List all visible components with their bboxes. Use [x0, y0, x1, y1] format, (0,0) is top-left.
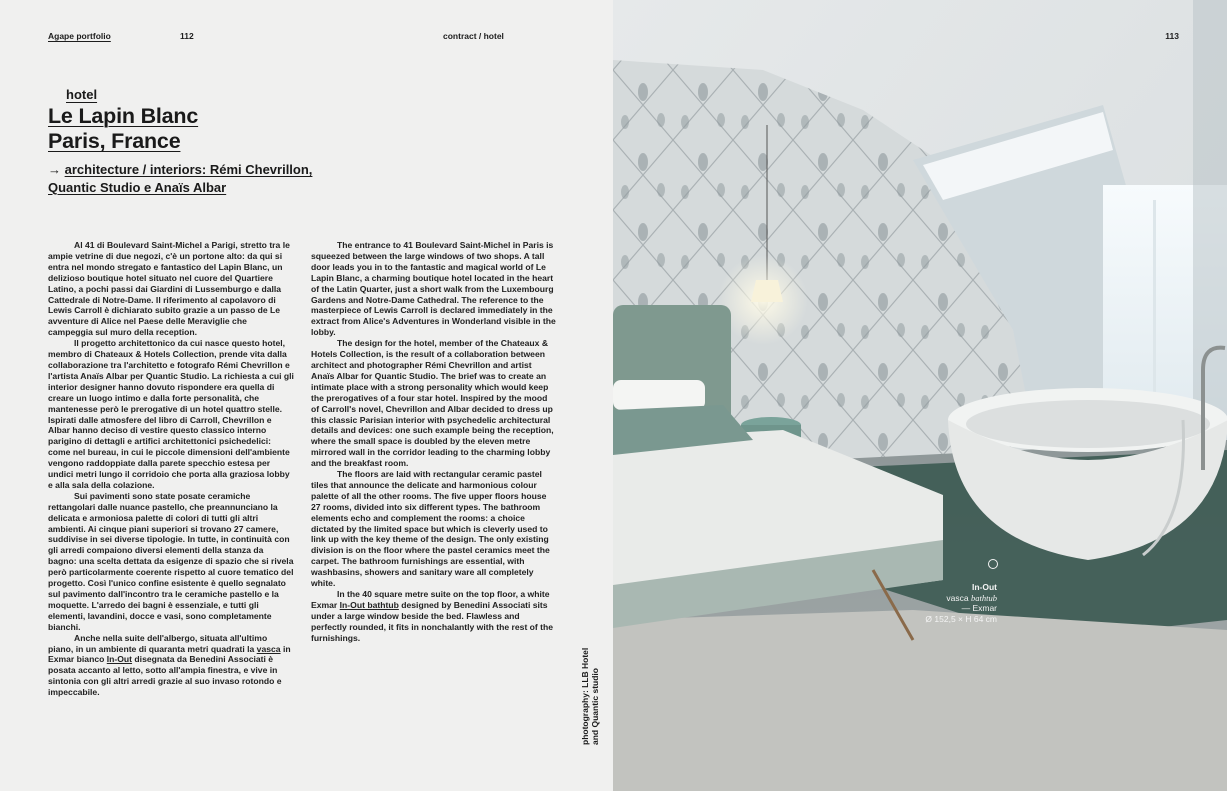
product-type-en: bathtub	[971, 592, 997, 603]
product-type-it: vasca	[946, 592, 969, 603]
running-header-category: contract / hotel	[443, 31, 504, 41]
link-in-out-bathtub[interactable]: In-Out bathtub	[339, 599, 399, 610]
right-page	[613, 0, 1227, 791]
link-in-out[interactable]: In-Out	[106, 654, 133, 665]
it-p4-text-b: in Exmar bianco	[48, 643, 291, 665]
left-page	[0, 0, 613, 791]
article-kicker: hotel	[66, 87, 98, 102]
running-header-brand: Agape portfolio	[48, 31, 111, 41]
en-paragraph-2: The design for the hotel, member of the Chateaux & Hotels Collection, is the result of a collaboration between architect and photographer Rémi Chevrillon and artist Anaïs Albar for Quantic Studio. The brief was to create an intimate place with a strong personality which would keep the prerogatives of a four star hotel. Inspired by the mood of Carroll's novel, Chevrillon and Albar decided to dress up this classic Parisian interior with psychedelic architectural details and devices: one such example being the reception, where the small space is doubled by the eleven metre mirrored wall in the corridor leading to the charming lobby and the breakfast room.	[311, 338, 554, 469]
page-number-right: 113	[1165, 31, 1179, 41]
photo-credit-line-1: photography: LLB Hotel	[580, 647, 590, 745]
arrow-icon: →	[48, 162, 61, 177]
italian-column	[48, 240, 294, 698]
product-dimensions: Ø 152,5 × H 64 cm	[925, 613, 997, 624]
product-caption	[913, 560, 997, 624]
en-p4-text-b: designed by Benedini Associati sits under a large window beside the bed. Flawless and perfectly rounded, it fits in nonchalantly with the rest of the furnishings.	[311, 599, 554, 643]
it-paragraph-1: Al 41 di Boulevard Saint-Michel a Parigi, stretto tra le ampie vetrine di due negozi, c'è un portone alto: da qui si entra nel mondo stregato e fantastico del Lapin Blanc, un delizioso boutique hotel situato nel cuore del Quartiere Latino, a pochi passi dai Giardini di Lussemburgo e dalla Cattedrale di Notre-Dame. Il riferimento al capolavoro di Lewis Carroll è dichiarato subito grazie a un passo de Le avventure di Alice nel Paese delle Meraviglie che campeggia sul muro della reception.	[48, 240, 290, 338]
en-paragraph-3: The floors are laid with rectangular ceramic pastel tiles that announce the delicate and harmonious colour palette of all the other rooms. The five upper floors house 27 rooms, divided into six different types. The bathroom elements echo and complement the rooms: a choice dictated by the limited space but which is cleverly used to link up with the key theme of the design. The only existing division is on the floor where the pastel ceramics meet the carpet. The bathroom furnishings are essential, with washbasins, showers and sanitary ware all completely white.	[311, 469, 550, 589]
it-paragraph-2: Il progetto architettonico da cui nasce questo hotel, membro di Chateaux & Hotels Collection, prende vita dalla collaborazione tra l'architetto e fotografo Rémi Chevrillon e l'artista Anaïs Albar per Quantic Studio. La richiesta a cui gli interior designer hanno dovuto rispondere era quella di creare un luogo intimo e dalla forte personalità, che mantenesse però le prerogative di un hotel quattro stelle. Ispirati dalle atmosfere del libro di Carroll, Chevrillon e Albar hanno deciso di vestire questo classico interno parigino di dettagli e artifici architettonici psichedelici: come nel bureau, in cui le piccole dimensioni dell'ambiente vengono raddoppiate dalla parete specchio estesa per undici metri lungo il corridoio che porta alla graziosa lobby e alla sala della colazione.	[48, 338, 294, 490]
link-vasca[interactable]: vasca	[256, 643, 281, 654]
photo-credit-line-2: and Quantic studio	[590, 668, 600, 745]
en-p4-text-a: In the 40 square metre suite on the top floor, a white Exmar	[311, 589, 550, 610]
it-paragraph-3: Sui pavimenti sono state posate ceramiche rettangolari dalle nuance pastello, che preannunciano la delicata e armoniosa palette di colori di tutti gli altri ambienti. Ai cinque piani superiori si trovano 27 camere, suddivise in sei diverse tipologie. In tutte, in continuità con gli arredi compaiono diversi elementi della stanza da bagno: una scelta dettata da esigenze di spazio che si rivela però particolarmente coerente rispetto al cuore tematico del progetto. Così l'unico confine esistente è quello segnalato sul pavimento dall'incontro tra le ceramiche pastello e la moquette. L'arredo dei bagni è essenziale, e tutti gli elementi, lavandini, docce e vasi, sono completamente bianchi.	[48, 490, 294, 632]
product-name: In-Out	[971, 582, 997, 592]
article-credits	[48, 161, 328, 196]
hotel-room-photo	[613, 0, 1227, 791]
article-title	[48, 104, 198, 154]
credits-line-2: Quantic Studio e Anaïs Albar	[48, 179, 227, 195]
product-type	[913, 593, 997, 604]
english-column	[311, 240, 557, 644]
title-line-2: Paris, France	[48, 129, 181, 153]
photo-credit	[580, 648, 600, 745]
it-paragraph-4	[48, 633, 294, 698]
credits-line-1: architecture / interiors: Rémi Chevrillon,	[64, 162, 313, 177]
it-p4-text-c: disegnata da Benedini Associati è posata accanto al letto, sotto all'ampia finestra, e vive in sintonia con gli altri arredi grazie al suo invaso rotondo e impeccabile.	[48, 654, 282, 698]
title-line-1: Le Lapin Blanc	[48, 104, 199, 128]
page-number-left: 112	[180, 31, 194, 41]
en-paragraph-1: The entrance to 41 Boulevard Saint-Michel in Paris is squeezed between the large windows of two shops. A tall door leads you in to the fantastic and magical world of Le Lapin Blanc, a charming boutique hotel located in the heart of the Latin Quarter, just a short walk from the Luxembourg Gardens and Notre-Dame Cathedral. The reference to the masterpiece of Lewis Carroll is declared immediately in the extract from Alice's Adventures in Wonderland visible in the lobby.	[311, 240, 556, 338]
product-maker: — Exmar	[961, 603, 997, 613]
en-paragraph-4	[311, 589, 557, 644]
it-p4-text-a: Anche nella suite dell'albergo, situata all'ultimo piano, in un ambiente di quaranta metri quadrati la	[48, 632, 268, 654]
